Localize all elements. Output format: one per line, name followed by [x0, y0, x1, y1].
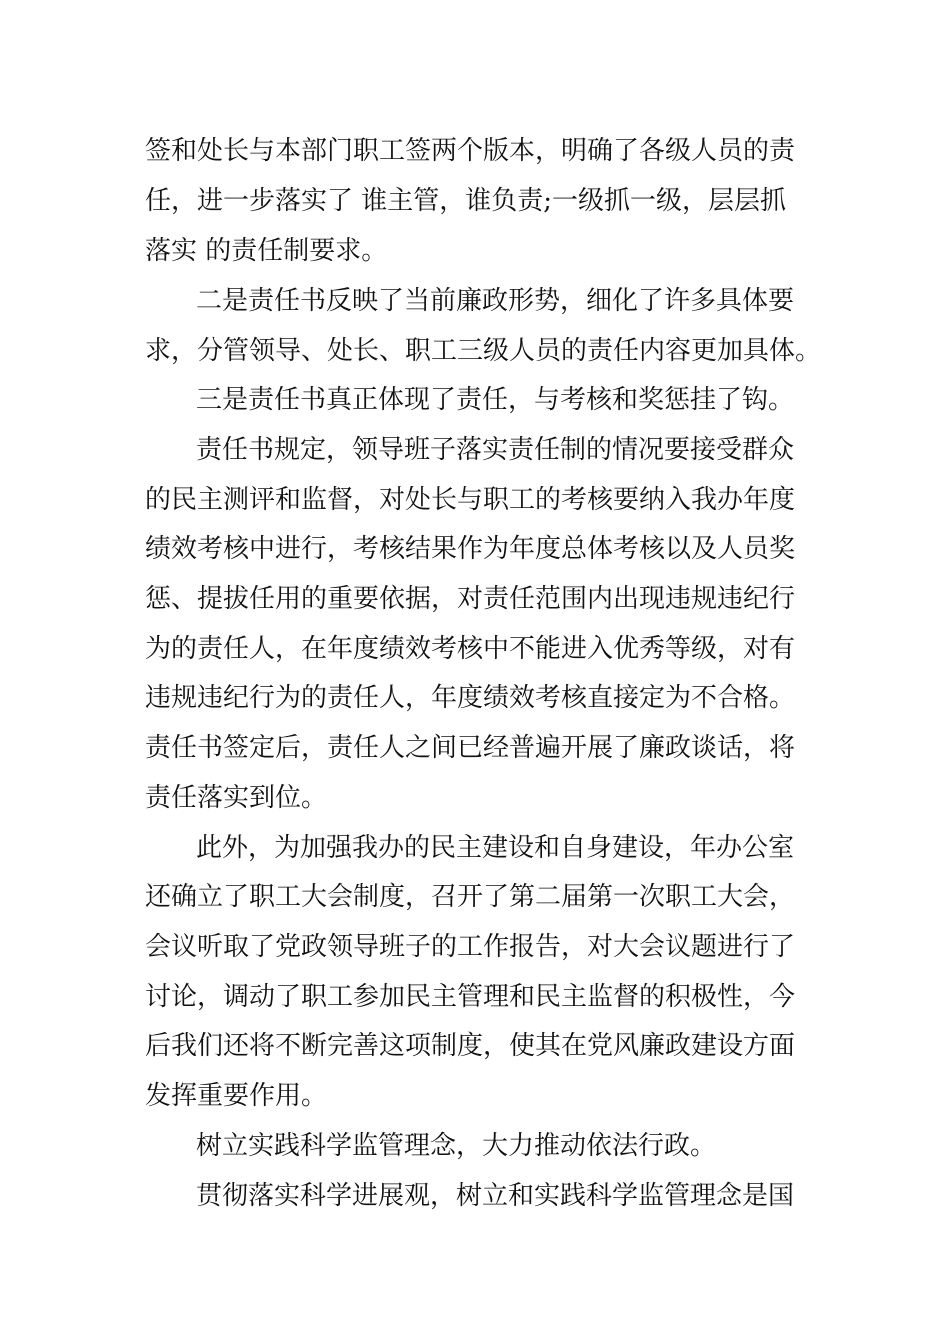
- text-line: 任，进一步落实了 谁主管，谁负责;一级抓一级，层层抓: [145, 186, 787, 216]
- text-line: 会议听取了党政领导班子的工作报告，对大会议题进行了: [145, 932, 796, 962]
- text-line: 发挥重要作用。: [145, 1081, 328, 1111]
- text-line: 绩效考核中进行，考核结果作为年度总体考核以及人员奖: [145, 534, 796, 564]
- text-line: 惩、提拔任用的重要依据，对责任范围内出现违规违纪行: [145, 584, 796, 614]
- text-line: 还确立了职工大会制度，召开了第二届第一次职工大会，: [145, 882, 796, 912]
- text-line: 三是责任书真正体现了责任，与考核和奖惩挂了钩。: [196, 385, 795, 415]
- text-line: 后我们还将不断完善这项制度，使其在党风廉政建设方面: [145, 1031, 796, 1061]
- text-line: 为的责任人，在年度绩效考核中不能进入优秀等级，对有: [145, 634, 796, 664]
- text-line: 责任书规定，领导班子落实责任制的情况要接受群众: [196, 435, 795, 465]
- text-line: 树立实践科学监管理念，大力推动依法行政。: [196, 1131, 717, 1161]
- text-line: 责任书签定后，责任人之间已经普遍开展了廉政谈话，将: [145, 733, 796, 763]
- text-line: 落实 的责任制要求。: [145, 236, 388, 266]
- text-line: 签和处长与本部门职工签两个版本，明确了各级人员的责: [145, 136, 796, 166]
- text-line: 二是责任书反映了当前廉政形势，细化了许多具体要: [196, 286, 795, 316]
- text-line: 责任落实到位。: [145, 783, 328, 813]
- text-line: 的民主测评和监督，对处长与职工的考核要纳入我办年度: [145, 485, 796, 515]
- text-line: 求，分管领导、处长、职工三级人员的责任内容更加具体。: [145, 336, 822, 366]
- text-line: 贯彻落实科学进展观，树立和实践科学监管理念是国: [196, 1181, 795, 1211]
- text-line: 此外，为加强我办的民主建设和自身建设，年办公室: [196, 833, 795, 863]
- text-line: 讨论，调动了职工参加民主管理和民主监督的积极性，今: [145, 982, 796, 1012]
- text-line: 违规违纪行为的责任人，年度绩效考核直接定为不合格。: [145, 683, 796, 713]
